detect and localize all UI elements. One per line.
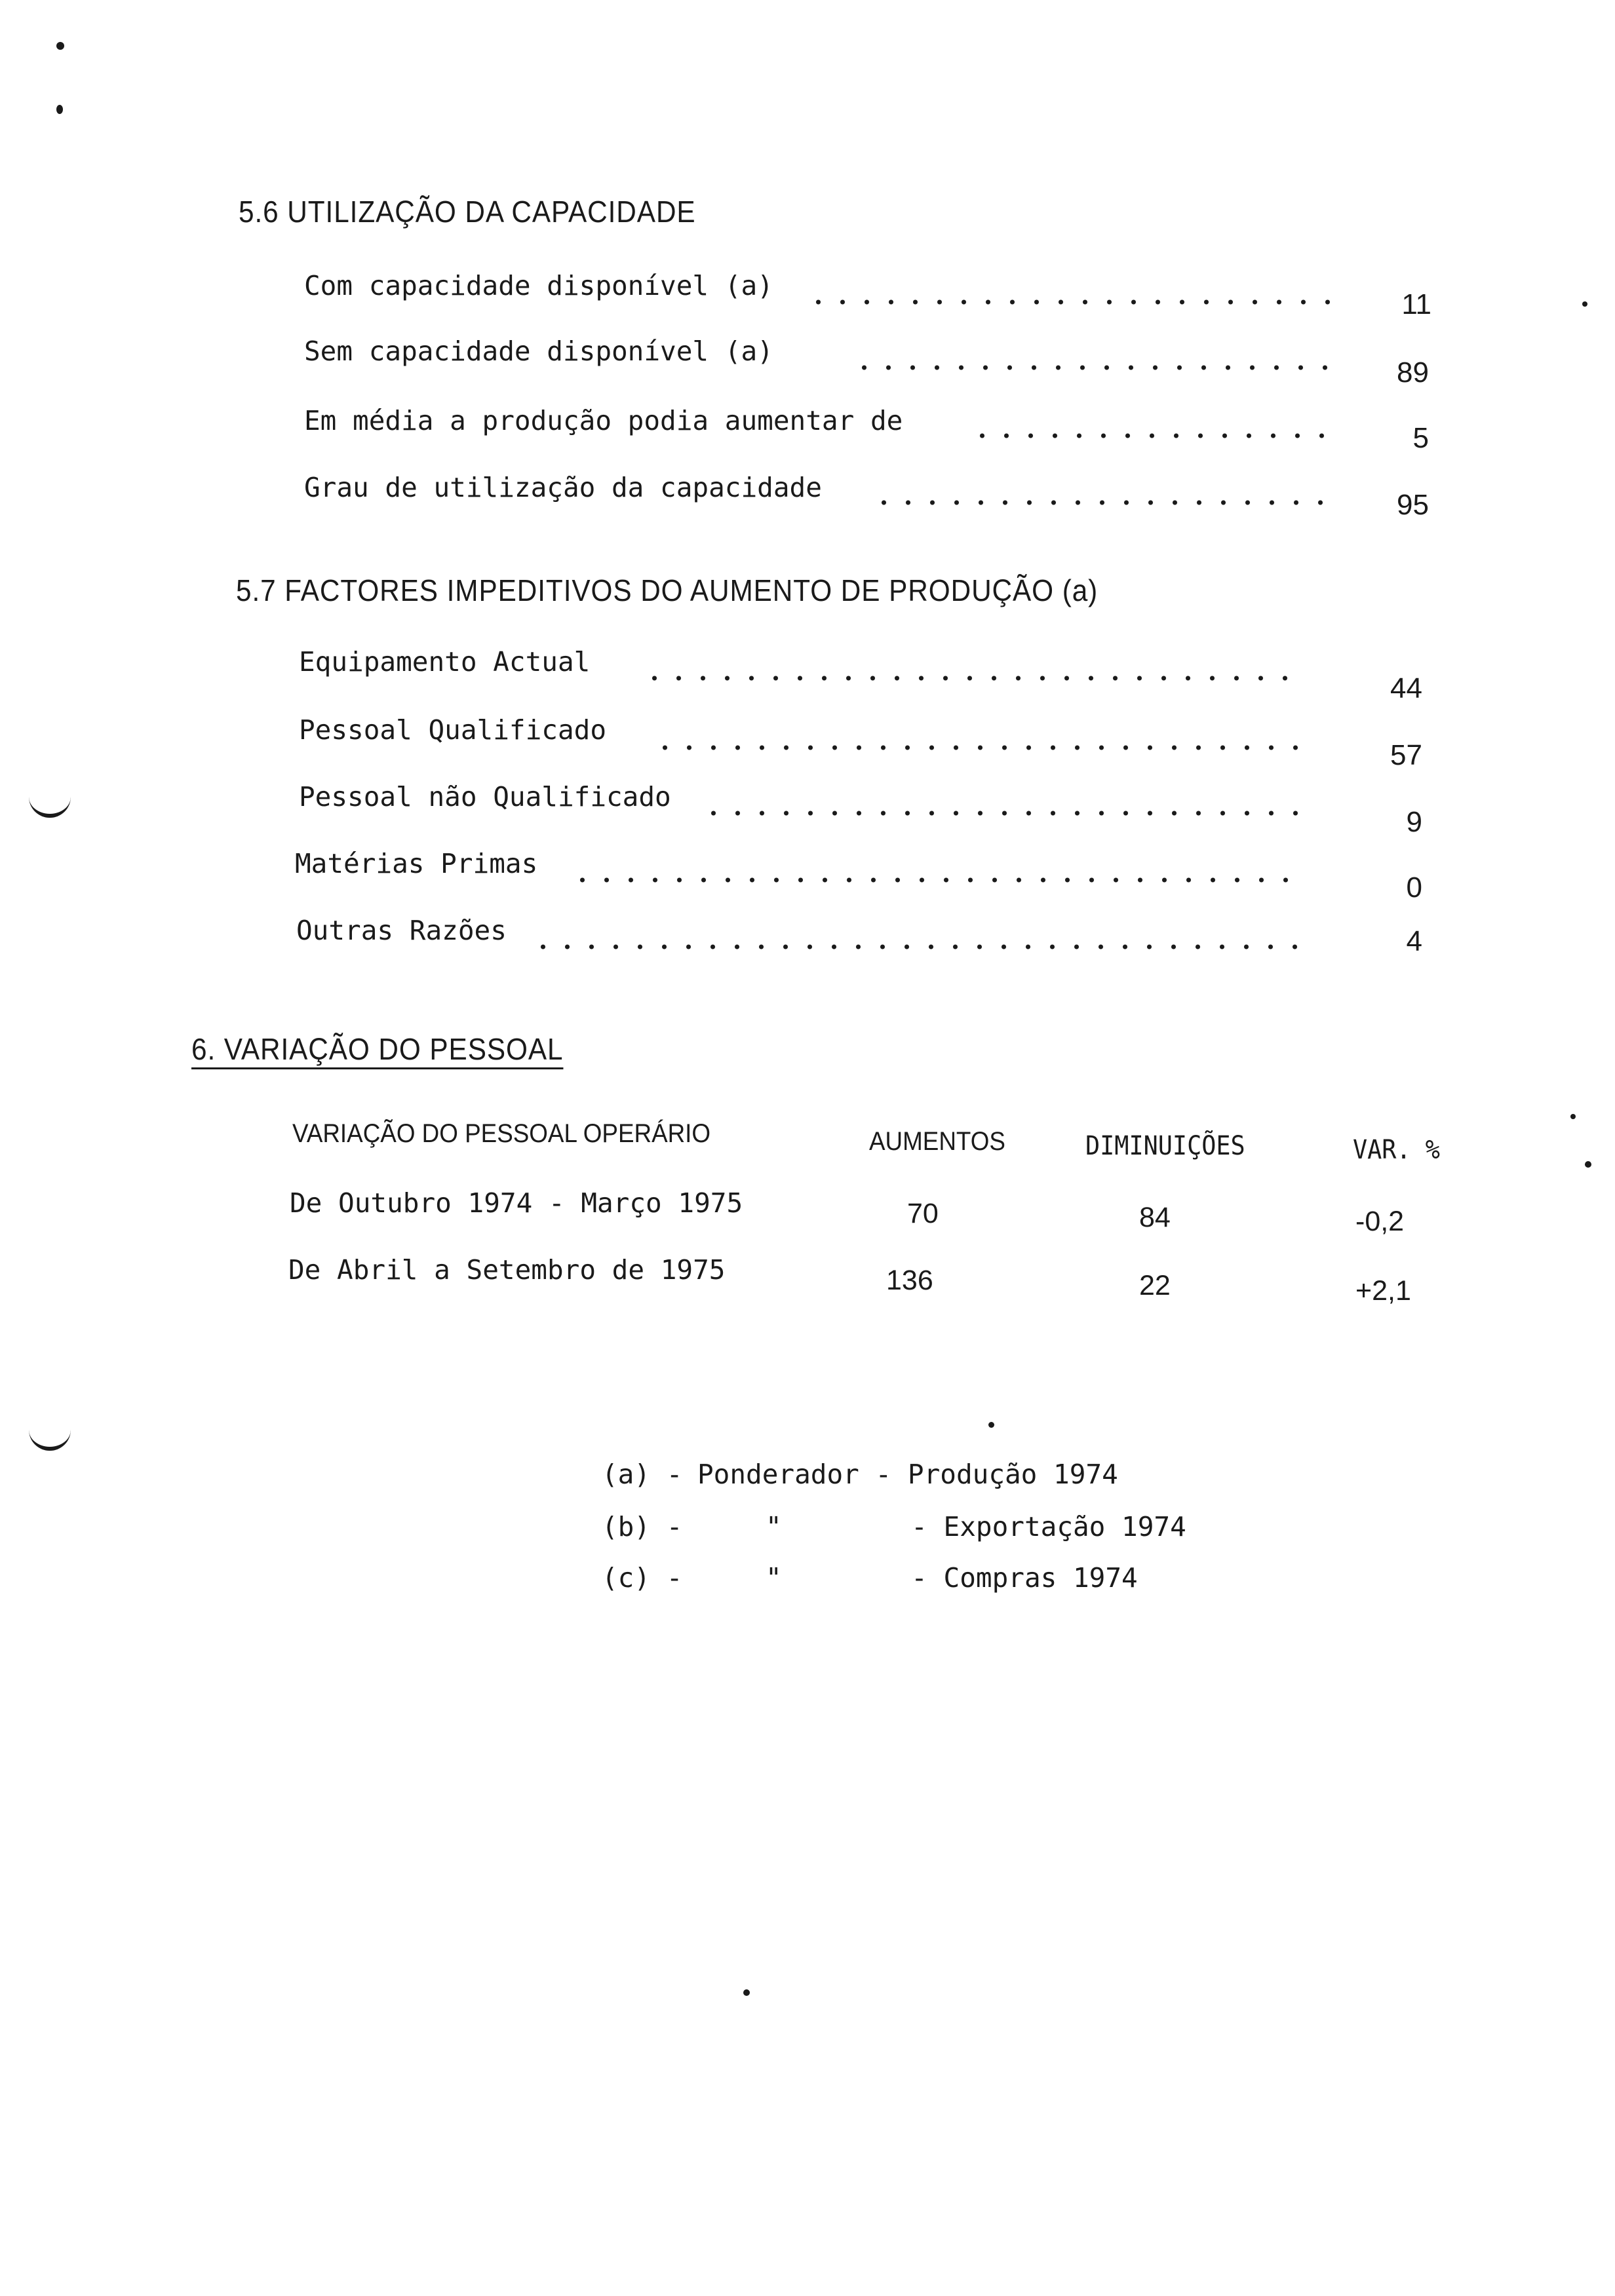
table-row-decreases: 84 <box>1139 1202 1171 1233</box>
capacity-row-label: Com capacidade disponível (a) <box>304 270 773 301</box>
dot-leader <box>701 810 1304 816</box>
speck-mark <box>1582 301 1587 307</box>
factor-row-label: Equipamento Actual <box>299 646 591 678</box>
section-5-7-title: 5.7 FACTORES IMPEDITIVOS DO AUMENTO DE PRODUÇÃO (a) <box>236 573 1099 607</box>
capacity-row-value: 11 <box>1401 288 1431 320</box>
table-row-period: De Outubro 1974 - Março 1975 <box>290 1187 743 1219</box>
speck-mark <box>988 1422 994 1428</box>
factor-row-value: 57 <box>1390 739 1422 771</box>
dot-leader <box>531 944 1304 950</box>
factor-row-value: 4 <box>1406 925 1422 957</box>
table-header-increases: AUMENTOS <box>869 1127 1005 1156</box>
footnote-mark: (c) - <box>602 1562 683 1594</box>
table-row-increases: 136 <box>886 1265 933 1296</box>
capacity-row-value: 89 <box>1397 356 1429 389</box>
dot-leader <box>806 299 1331 305</box>
footnote-text: Ponderador - Produção 1974 <box>697 1459 1118 1490</box>
capacity-row-value: 5 <box>1412 422 1429 454</box>
table-header-var-percent: VAR. % <box>1353 1135 1440 1165</box>
capacity-row-label: Sem capacidade disponível (a) <box>304 335 773 367</box>
punch-hole-mark <box>29 788 71 818</box>
dot-leader <box>852 364 1331 371</box>
section-6-title: 6. VARIAÇÃO DO PESSOAL <box>191 1032 564 1066</box>
punch-hole-mark <box>29 1421 71 1451</box>
factor-row-label: Pessoal não Qualificado <box>299 781 671 813</box>
footnote-text: " - Exportação 1974 <box>766 1511 1186 1542</box>
speck-mark <box>743 1989 750 1996</box>
factor-row-value: 9 <box>1406 806 1422 838</box>
capacity-row-value: 95 <box>1397 489 1429 521</box>
factor-row-label: Outras Razões <box>296 915 507 946</box>
table-header-decreases: DIMINUIÇÕES <box>1085 1131 1245 1161</box>
section-5-6-title: 5.6 UTILIZAÇÃO DA CAPACIDADE <box>239 195 696 229</box>
table-row-decreases: 22 <box>1139 1270 1171 1301</box>
table-row-var-percent: +2,1 <box>1355 1275 1411 1307</box>
dot-leader <box>653 744 1304 751</box>
footnote-mark: (b) - <box>602 1511 683 1542</box>
capacity-row-label: Em média a produção podia aumentar de <box>304 405 903 436</box>
capacity-row-label: Grau de utilização da capacidade <box>304 472 822 503</box>
dot-leader <box>970 432 1331 439</box>
speck-mark <box>56 42 64 50</box>
footnote-mark: (a) - <box>602 1459 683 1490</box>
factor-row-value: 44 <box>1390 672 1422 704</box>
dot-leader <box>872 499 1331 506</box>
speck-mark <box>56 105 63 114</box>
table-row-var-percent: -0,2 <box>1355 1206 1405 1237</box>
dot-leader <box>570 877 1304 883</box>
factor-row-label: Matérias Primas <box>295 848 538 879</box>
table-header-period: VARIAÇÃO DO PESSOAL OPERÁRIO <box>292 1119 711 1148</box>
table-row-increases: 70 <box>907 1198 939 1229</box>
speck-mark <box>1570 1114 1576 1119</box>
speck-mark <box>1585 1161 1591 1168</box>
factor-row-value: 0 <box>1406 871 1422 904</box>
footnote-text: " - Compras 1974 <box>766 1562 1138 1594</box>
factor-row-label: Pessoal Qualificado <box>299 714 606 746</box>
dot-leader <box>642 675 1304 681</box>
table-row-period: De Abril a Setembro de 1975 <box>288 1254 726 1286</box>
